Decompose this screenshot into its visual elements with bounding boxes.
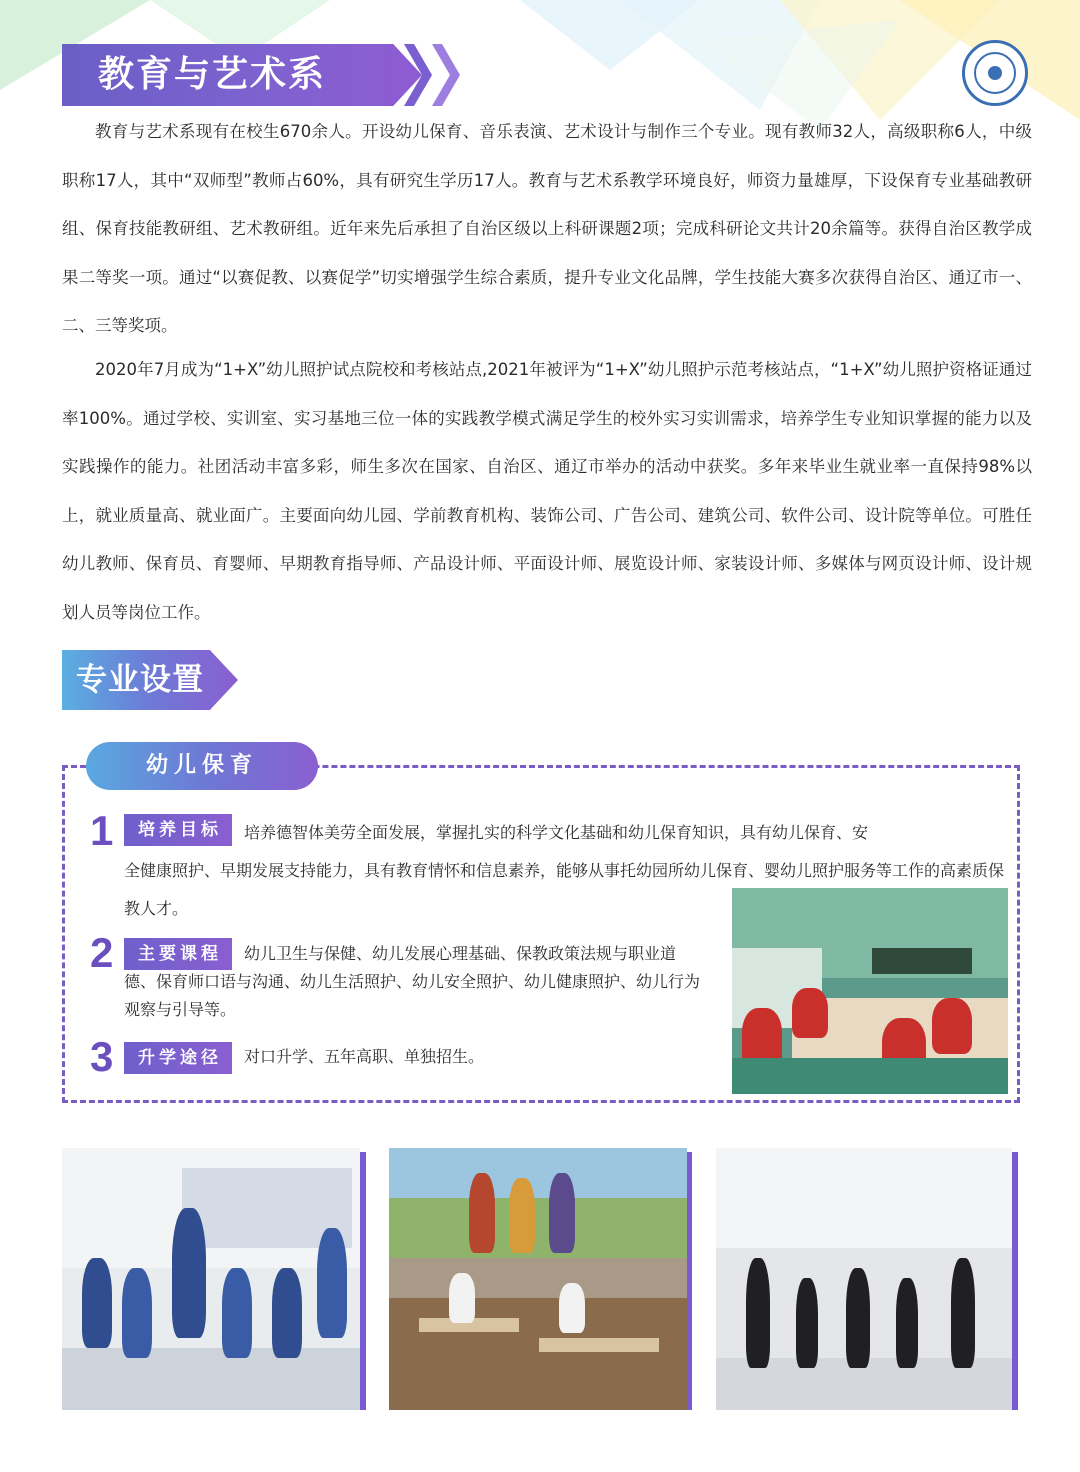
- school-logo: [962, 40, 1028, 106]
- item-description-line: 培养德智体美劳全面发展，掌握扎实的科学文化基础和幼儿保育知识，具有幼儿保育、安: [244, 823, 869, 842]
- dance-practice-photo: [716, 1148, 1012, 1410]
- photo-shadow: [360, 1152, 366, 1410]
- item-number: 2: [90, 929, 114, 976]
- item-tag: 培养目标: [124, 814, 232, 846]
- intro-paragraph: 教育与艺术系现有在校生670余人。开设幼儿保育、音乐表演、艺术设计与制作三个专业。现有教师32人，高级职称6人，中级职称17人，其中“双师型”教师占60%，具有研究生学历17人。教育与艺术系教学环境良好，师资力量雄厚，下设保育专业基础教研组、保育技能教研组、艺术教研组。近年来先后承担了自治区级以上科研课题2项；完成科研论文共计20余篇等。获得自治区教学成果二等奖一项。通过“以赛促教、以赛促学”切实增强学生综合素质，提升专业文化品牌，学生技能大赛多次获得自治区、通辽市一、二、三等奖项。: [62, 122, 1032, 336]
- classroom-photo: [732, 888, 1008, 1094]
- major-name: 幼儿保育: [145, 753, 258, 778]
- art-classroom-photo: [389, 1148, 687, 1410]
- item-tag: 主要课程: [124, 938, 232, 970]
- item-description-rest: 全健康照护、早期发展支持能力，具有教育情怀和信息素养，能够从事托幼园所幼儿保育、婴幼儿照护服务等工作的高素质保教人才。: [124, 861, 1005, 918]
- dance-class-photo: [62, 1148, 360, 1410]
- item-tag: 升学途径: [124, 1042, 232, 1074]
- photo-shadow: [1012, 1152, 1018, 1410]
- page-title: 教育与艺术系: [98, 54, 327, 95]
- item-number: 3: [90, 1033, 114, 1080]
- intro-paragraph: 2020年7月成为“1+X”幼儿照护试点院校和考核站点,2021年被评为“1+X”幼儿照护示范考核站点，“1+X”幼儿照护资格证通过率100%。通过学校、实训室、实习基地三位一体的实践教学模式满足学生的校外实习实训需求，培养学生专业知识掌握的能力以及实践操作的能力。社团活动丰富多彩，师生多次在国家、自治区、通辽市举办的活动中获奖。多年来毕业生就业率一直保持98%以上，就业质量高、就业面广。主要面向幼儿园、学前教育机构、装饰公司、广告公司、建筑公司、软件公司、设计院等单位。可胜任幼儿教师、保育员、育婴师、早期教育指导师、产品设计师、平面设计师、展览设计师、家装设计师、多媒体与网页设计师、设计规划人员等岗位工作。: [62, 360, 1032, 622]
- gear-icon: [988, 66, 1002, 80]
- item-description: 幼儿卫生与保健、幼儿发展心理基础、保教政策法规与职业道德、保育师口语与沟通、幼儿生活照护、幼儿安全照护、幼儿健康照护、幼儿行为观察与引导等。: [124, 944, 701, 1019]
- item-number: 1: [90, 807, 114, 854]
- logo-ring: [974, 52, 1016, 94]
- section-title: 专业设置: [76, 662, 204, 698]
- chevron-decoration: [404, 44, 432, 106]
- chevron-decoration: [432, 44, 460, 106]
- item-description: 对口升学、五年高职、单独招生。: [244, 1047, 485, 1066]
